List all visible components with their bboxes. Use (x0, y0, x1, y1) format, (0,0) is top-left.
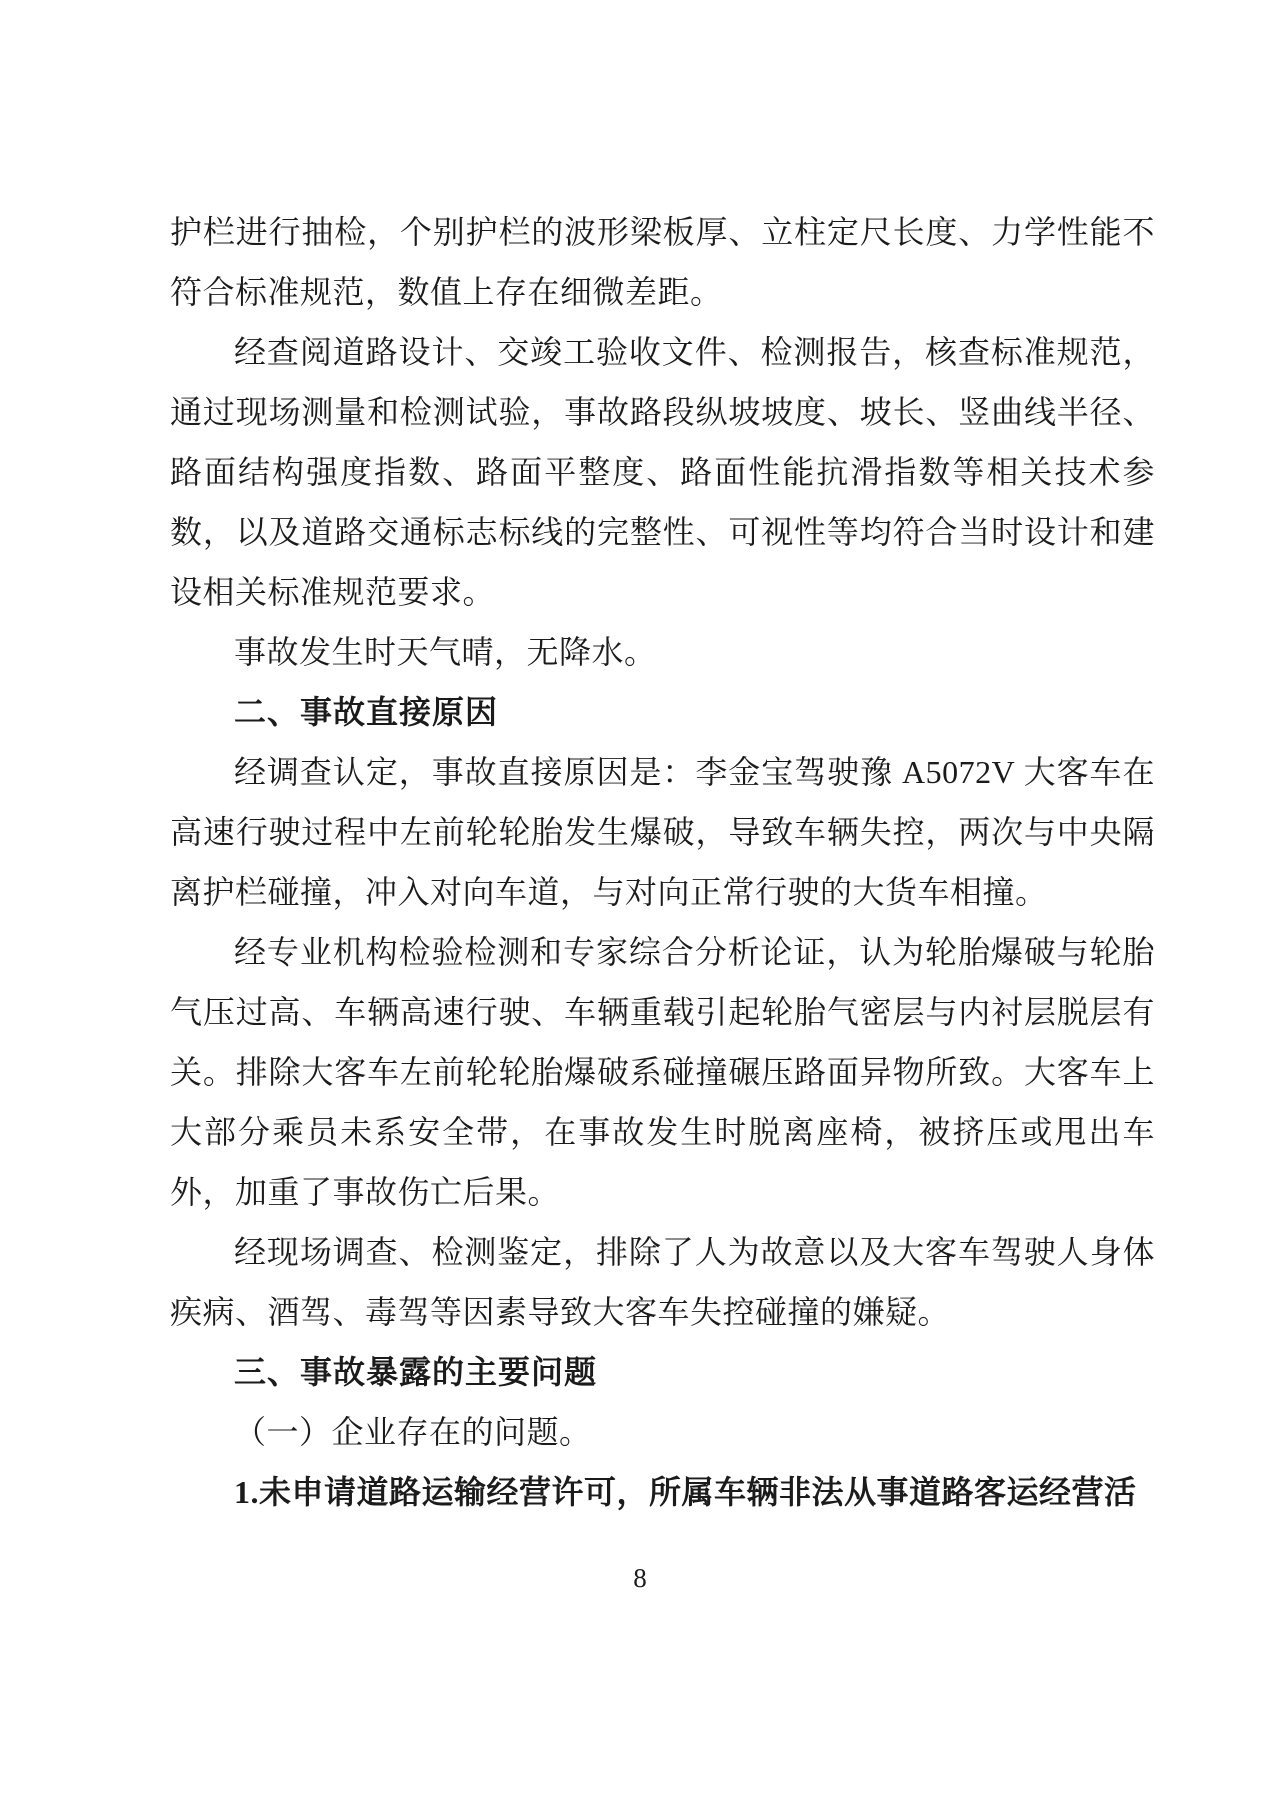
paragraph-site-investigation: 经现场调查、检测鉴定，排除了人为故意以及大客车驾驶人身体疾病、酒驾、毒驾等因素导致大客车失控碰撞的嫌疑。 (170, 1234, 1155, 1330)
paragraph-direct-cause: 经调查认定，事故直接原因是：李金宝驾驶豫 A5072V 大客车在高速行驶过程中左前轮轮胎发生爆破，导致车辆失控，两次与中央隔离护栏碰撞，冲入对向车道，与对向正常行驶的大货车相撞。 (170, 754, 1155, 910)
subheading-enterprise-problems: （一）企业存在的问题。 (234, 1414, 592, 1450)
heading-section-3-problems: 三、事故暴露的主要问题 (234, 1354, 598, 1390)
page-number: 8 (633, 1563, 647, 1593)
heading-section-2-direct-cause: 二、事故直接原因 (234, 694, 499, 730)
paragraph-road-design-review: 经查阅道路设计、交竣工验收文件、检测报告，核查标准规范，通过现场测量和检测试验，事故路段纵坡坡度、坡长、竖曲线半径、路面结构强度指数、路面平整度、路面性能抗滑指数等相关技术参数，以及道路交通标志标线的完整性、可视性等均符合当时设计和建设相关标准规范要求。 (170, 334, 1155, 610)
paragraph-weather: 事故发生时天气晴，无降水。 (234, 634, 657, 670)
document-text-block (170, 202, 1155, 1522)
paragraph-tire-analysis: 经专业机构检验检测和专家综合分析论证，认为轮胎爆破与轮胎气压过高、车辆高速行驶、车辆重载引起轮胎气密层与内衬层脱层有关。排除大客车左前轮轮胎爆破系碰撞碾压路面异物所致。大客车上大部分乘员未系安全带，在事故发生时脱离座椅，被挤压或甩出车外，加重了事故伤亡后果。 (170, 934, 1155, 1210)
paragraph-guardrail-inspection: 护栏进行抽检，个别护栏的波形梁板厚、立柱定尺长度、力学性能不符合标准规范，数值上存在细微差距。 (170, 214, 1155, 310)
paragraph-item-1-no-permit: 1.未申请道路运输经营许可，所属车辆非法从事道路客运经营活 (234, 1474, 1137, 1510)
